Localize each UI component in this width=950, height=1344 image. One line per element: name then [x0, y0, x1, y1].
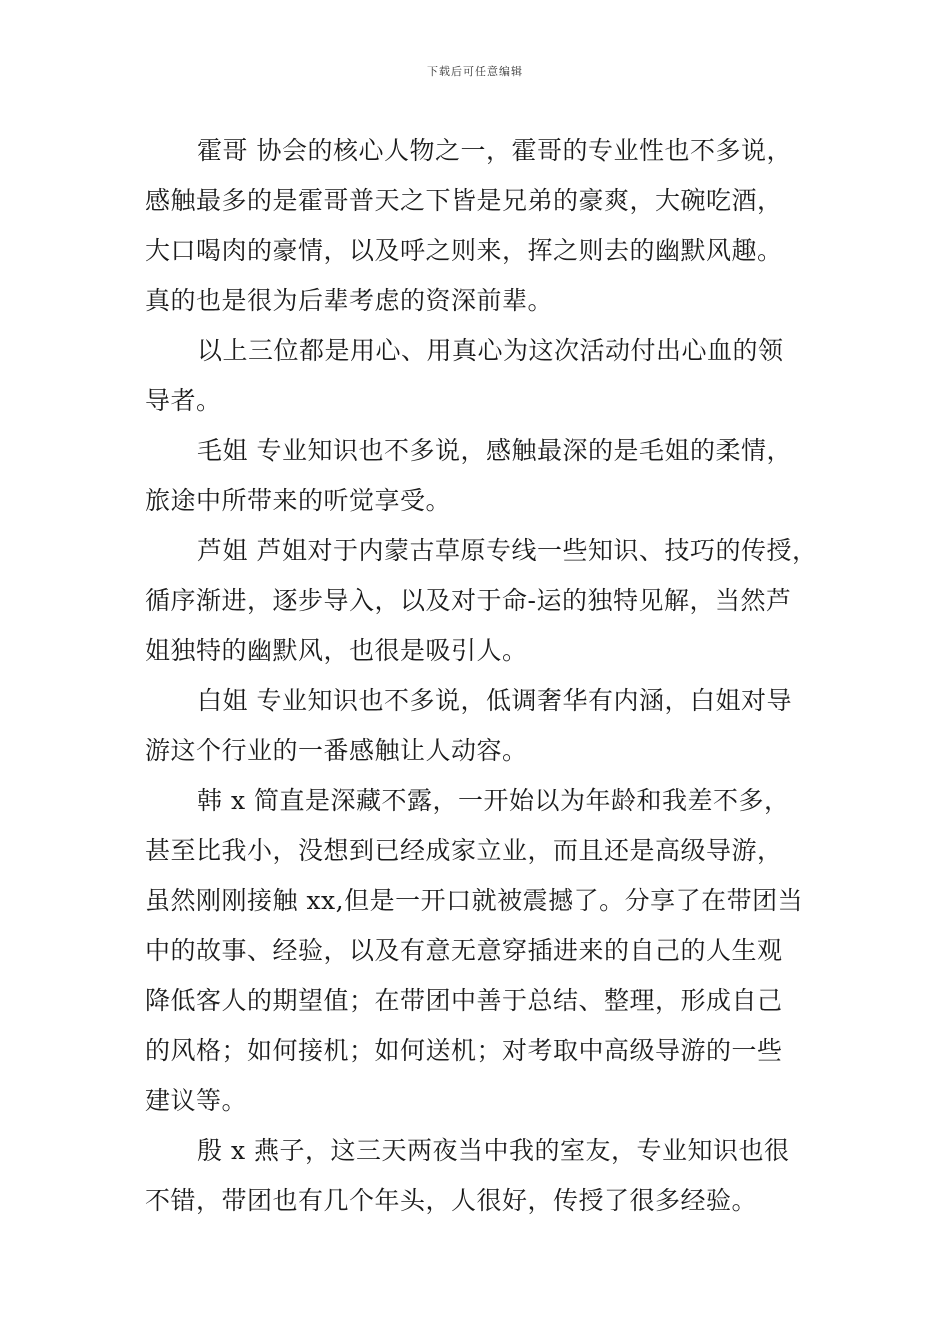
text-line: 的风格；如何接机；如何送机；对考取中高级导游的一些	[145, 1036, 783, 1065]
text-line: 白姐 专业知识也不多说，低调奢华有内涵，白姐对导	[197, 686, 792, 715]
text-line: 循序渐进，逐步导入，以及对于命-运的独特见解，当然芦	[145, 586, 792, 615]
page-header: 下载后可任意编辑	[427, 65, 523, 78]
text-line: 导者。	[145, 386, 222, 415]
text-line: 毛姐 专业知识也不多说，感触最深的是毛姐的柔情，	[197, 436, 792, 465]
text-line: 虽然刚刚接触 xx,但是一开口就被震撼了。分享了在带团当	[145, 886, 804, 915]
text-line: 感触最多的是霍哥普天之下皆是兄弟的豪爽，大碗吃酒，	[145, 186, 783, 215]
paragraph-yin-x	[145, 1126, 805, 1226]
paragraph-lu-jie	[145, 526, 818, 676]
paragraph-han-x	[145, 776, 805, 1126]
text-line: 真的也是很为后辈考虑的资深前辈。	[145, 286, 554, 315]
text-line: 建议等。	[145, 1086, 248, 1115]
document-body	[145, 126, 818, 1226]
text-line: 芦姐 芦姐对于内蒙古草原专线一些知识、技巧的传授，	[197, 536, 818, 565]
text-line: 以上三位都是用心、用真心为这次活动付出心血的领	[197, 336, 784, 365]
text-line: 霍哥 协会的核心人物之一，霍哥的专业性也不多说，	[197, 136, 792, 165]
text-line: 降低客人的期望值；在带团中善于总结、整理，形成自己	[145, 986, 783, 1015]
text-line: 大口喝肉的豪情，以及呼之则来，挥之则去的幽默风趣。	[145, 236, 783, 265]
paragraph-bai-jie	[145, 676, 805, 776]
paragraph-huo-ge	[145, 126, 805, 326]
text-line: 旅途中所带来的听觉享受。	[145, 486, 452, 515]
text-line: 游这个行业的一番感触让人动容。	[145, 736, 528, 765]
text-line: 中的故事、经验，以及有意无意穿插进来的自己的人生观	[145, 936, 783, 965]
paragraph-leaders	[145, 326, 805, 426]
text-line: 不错，带团也有几个年头，人很好，传授了很多经验。	[145, 1186, 758, 1215]
text-line: 甚至比我小，没想到已经成家立业，而且还是高级导游，	[145, 836, 783, 865]
text-line: 姐独特的幽默风，也很是吸引人。	[145, 636, 528, 665]
text-line: 韩 x 简直是深藏不露，一开始以为年龄和我差不多，	[197, 786, 790, 815]
paragraph-mao-jie	[145, 426, 805, 526]
text-line: 殷 x 燕子，这三天两夜当中我的室友，专业知识也很	[197, 1136, 790, 1165]
